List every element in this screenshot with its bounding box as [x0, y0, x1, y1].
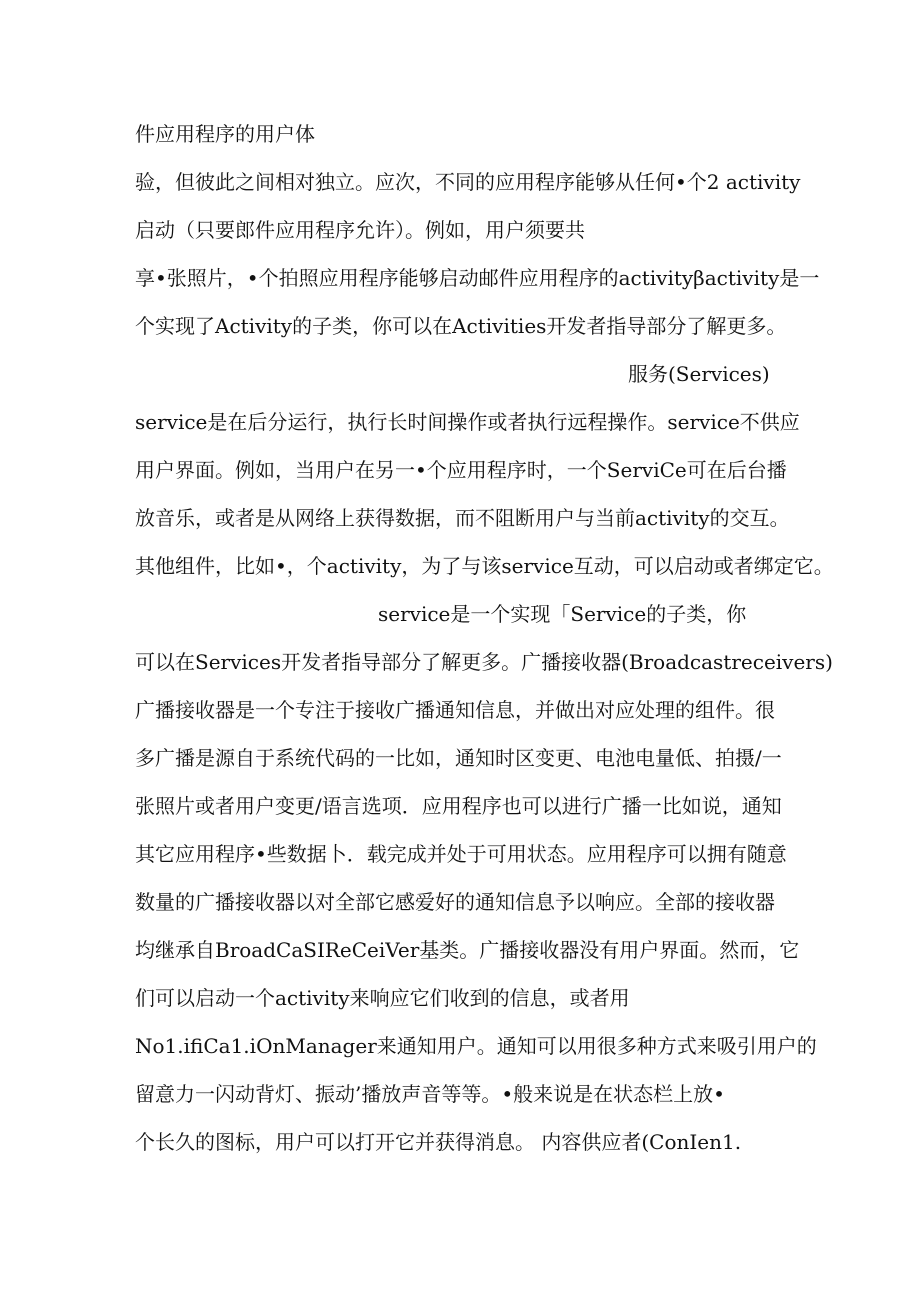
- text-line-20: No1.ifiCa1.iOnManager来通知用户。通知可以用很多种方式来吸引用户的: [135, 1034, 817, 1058]
- text-line-19: 们可以启动一个activity来响应它们收到的信息，或者用: [135, 986, 630, 1010]
- text-line-5: 个实现了Activity的子类，你可以在Activities开发者指导部分了解更多。: [135, 314, 787, 338]
- text-line-11: service是一个实现「Service的子类，你: [378, 602, 747, 626]
- text-line-18: 均继承自BroadCaSIReCeiVer基类。广播接收器没有用户界面。然而，它: [135, 938, 800, 962]
- text-line-3: 启动（只要郎件应用程序允许）。例如，用户须要共: [135, 218, 585, 242]
- text-line-9: 放音乐，或者是从网络上获得数据，而不阻断用户与当前activity的交互。: [135, 506, 790, 530]
- text-line-21: 留意力一闪动背灯、振动’播放声音等等。•般来说是在状态栏上放•: [135, 1082, 725, 1106]
- text-line-7: service是在后分运行，执行长时间操作或者执行远程操作。service不供应: [135, 410, 800, 434]
- text-line-4: 享•张照片，•个拍照应用程序能够启动邮件应用程序的activityβactivity是一: [135, 266, 820, 290]
- section-heading-services: 服务(Services): [628, 362, 770, 386]
- text-line-2: 验，但彼此之间相对独立。应次，不同的应用程序能够从任何•个2 activity: [135, 170, 801, 194]
- text-line-10: 其他组件，比如•，个activity，为了与该service互动，可以启动或者绑定它。: [135, 554, 834, 578]
- text-line-14: 多广播是源自于系统代码的一比如，通知时区变更、电池电量低、拍摄/一: [135, 746, 782, 770]
- text-line-22: 个长久的图标，用户可以打开它并获得消息。 内容供应者(ConIen1.: [135, 1130, 742, 1154]
- text-line-16: 其它应用程序•些数据卜．载完成并处于可用状态。应用程序可以拥有随意: [135, 842, 787, 866]
- text-line-13: 广播接收器是一个专注于接收广播通知信息，并做出对应处理的组件。很: [135, 698, 775, 722]
- text-line-12: 可以在Services开发者指导部分了解更多。广播接收器(Broadcastreceivers): [135, 650, 833, 674]
- text-line-8: 用户界面。例如，当用户在另一•个应用程序时，一个ServiCe可在后台播: [135, 458, 787, 482]
- text-line-15: 张照片或者用户变更/语言选项．应用程序也可以进行广播一比如说，通知: [135, 794, 782, 818]
- text-line-1: 件应用程序的用户体: [135, 122, 315, 146]
- text-line-17: 数量的广播接收器以对全部它感爱好的通知信息予以响应。全部的接收器: [135, 890, 775, 914]
